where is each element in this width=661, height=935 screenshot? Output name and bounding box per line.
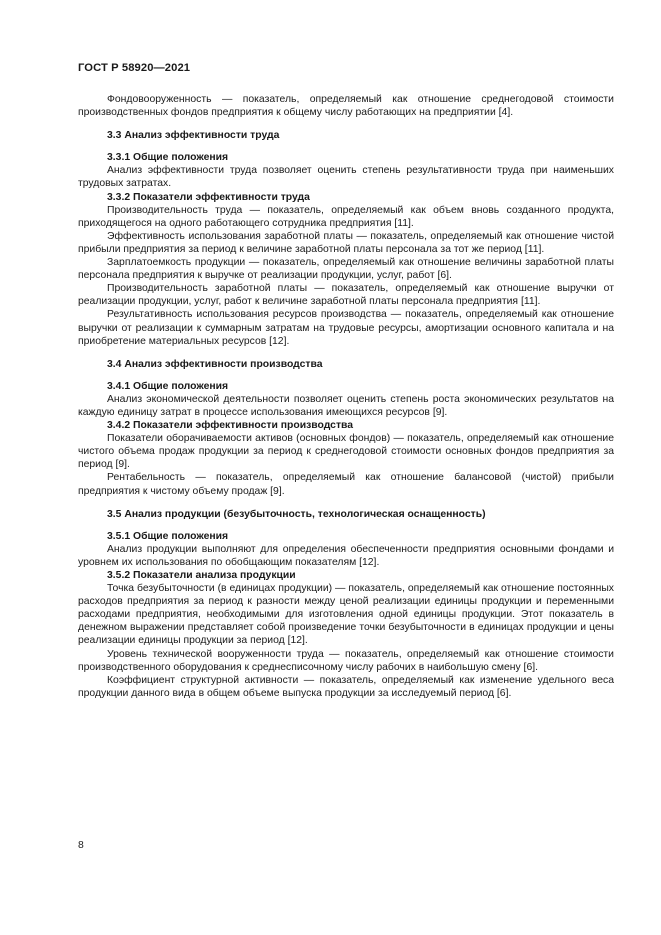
subsection-heading-3-4-2: 3.4.2 Показатели эффективности производства <box>107 420 354 432</box>
paragraph-3-4-2-1: Показатели оборачиваемости активов (основных фондов) — показатель, определяемый как отношение чистого объема продаж продукции за период к среднегодовой стоимости основных фондов предприятия за период [9]. <box>78 433 614 471</box>
paragraph-3-5-2-3: Коэффициент структурной активности — показатель, определяемый как изменение удельного веса продукции данного вида в общем объеме выпуска продукции за исследуемый период [6]. <box>78 674 614 699</box>
paragraph-3-3-1-1: Анализ эффективности труда позволяет оценить степень результативности труда при наименьших трудовых затратах. <box>78 165 614 190</box>
section-heading-3-4: 3.4 Анализ эффективности производства <box>107 358 323 370</box>
subsection-heading-3-4-1: 3.4.1 Общие положения <box>107 380 229 392</box>
paragraph-3-5-2-2: Уровень технической вооруженности труда — показатель, определяемый как отношение стоимости производственного оборудования к среднесписочному числу рабочих в наибольшую смену [6]. <box>78 648 614 673</box>
subsection-heading-3-5-2: 3.5.2 Показатели анализа продукции <box>107 570 296 581</box>
page-number: 8 <box>78 840 84 851</box>
paragraph-3-3-2-4: Производительность заработной платы — показатель, определяемый как отношение выручки от реализации продукции, услуг, работ к величине заработной платы персонала предприятия [11]. <box>78 283 614 308</box>
paragraph-3-5-2-1: Точка безубыточности (в единицах продукции) — показатель, определяемый как отношение постоянных расходов предприятия за период к разности между ценой реализации единицы продукции и переменными расходами предприятия, необходимыми для изготовления одной единицы продукции. Этот показатель в денежном выражении представляет собой произведение точки безубыточности в единицах продукции и цены реализации единицы продукции за период [12]. <box>78 583 614 647</box>
paragraph-3-4-2-2: Рентабельность — показатель, определяемый как отношение балансовой (чистой) прибыли предприятия к чистому объему продаж [9]. <box>78 472 614 497</box>
subsection-heading-3-3-1: 3.3.1 Общие положения <box>107 152 229 164</box>
paragraph-3-3-2-5: Результативность использования ресурсов производства — показатель, определяемый как отношение выручки от реализации к суммарным затратам на трудовые ресурсы, амортизации основного капитала и на приобретение материальных ресурсов [12]. <box>78 309 614 347</box>
section-heading-3-3: 3.3 Анализ эффективности труда <box>107 130 280 142</box>
paragraph-3-3-2-2: Эффективность использования заработной платы — показатель, определяемый как отношение чистой прибыли предприятия за период к величине заработной платы персонала за тот же период [11]. <box>78 230 614 255</box>
paragraph-3-3-2-3: Зарплатоемкость продукции — показатель, определяемый как отношение величины заработной платы персонала предприятия к выручке от реализации продукции, услуг, работ [6]. <box>78 257 614 282</box>
paragraph-fondovooruzhennost: Фондовооруженность — показатель, определяемый как отношение среднегодовой стоимости производственных фондов предприятия к общему числу работающих на предприятии [4]. <box>78 94 614 119</box>
section-heading-3-5: 3.5 Анализ продукции (безубыточность, технологическая оснащенность) <box>107 508 486 520</box>
document-header: ГОСТ Р 58920—2021 <box>78 62 191 74</box>
document-body <box>78 93 614 700</box>
paragraph-3-5-1-1: Анализ продукции выполняют для определения обеспеченности предприятия основными фондами и уровнем их использования по обобщающим показателям [12]. <box>78 543 614 568</box>
subsection-heading-3-3-2: 3.3.2 Показатели эффективности труда <box>107 191 310 203</box>
subsection-heading-3-5-1: 3.5.1 Общие положения <box>107 530 229 542</box>
paragraph-3-4-1-1: Анализ экономической деятельности позволяет оценить степень роста экономических результатов на каждую единицу затрат в процессе использования имеющихся ресурсов [9]. <box>78 393 614 418</box>
paragraph-3-3-2-1: Производительность труда — показатель, определяемый как объем вновь созданного продукта, приходящегося на одного работающего сотрудника предприятия [11]. <box>78 204 614 229</box>
